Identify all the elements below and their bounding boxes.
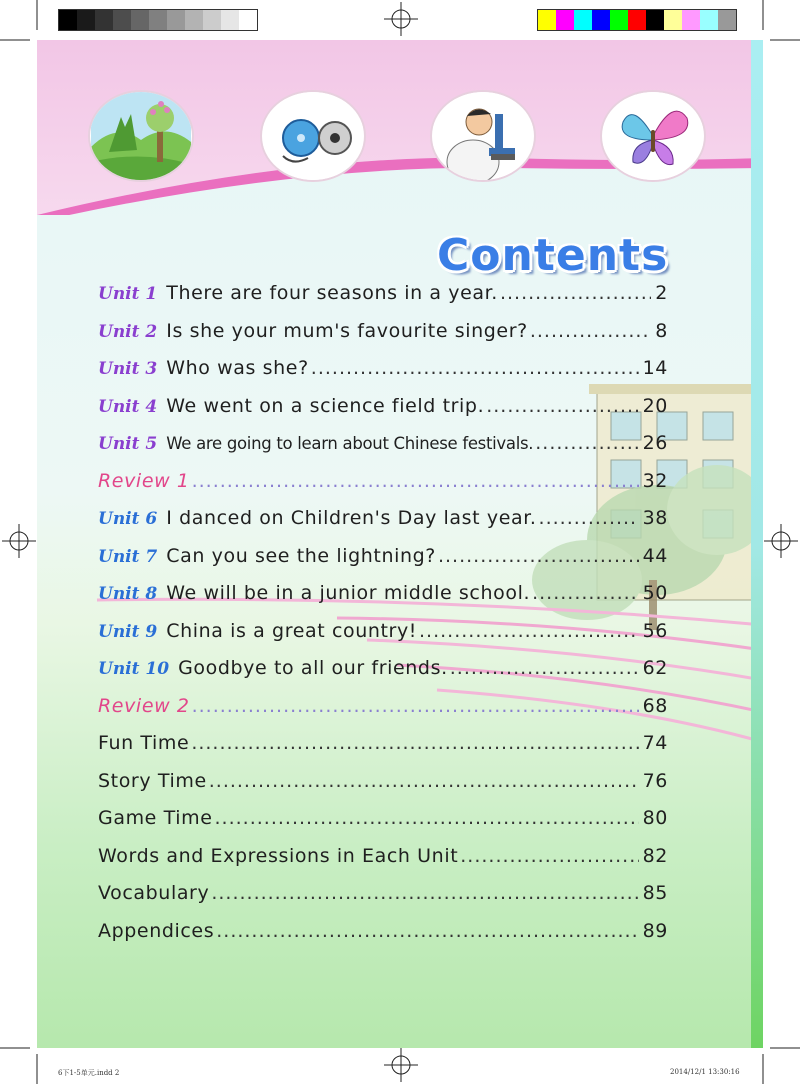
print-footer-timestamp: 2014/12/1 13:30:16 bbox=[670, 1068, 740, 1076]
page-number: 14 bbox=[642, 357, 668, 379]
calibration-swatch bbox=[574, 10, 592, 30]
crop-mark-icon bbox=[0, 0, 40, 42]
toc-entry-vocabulary[interactable] bbox=[98, 882, 668, 912]
entry-title: There are four seasons in a year. bbox=[166, 282, 498, 304]
calibration-swatch bbox=[185, 10, 203, 30]
entry-title: Who was she? bbox=[166, 357, 309, 379]
unit-label: Unit 6 bbox=[98, 509, 158, 529]
toc-entry-unit-10[interactable] bbox=[98, 657, 668, 687]
calibration-swatch bbox=[646, 10, 664, 30]
entry-title: Story Time bbox=[98, 769, 207, 792]
registration-mark-icon bbox=[764, 524, 798, 558]
page-number: 80 bbox=[642, 807, 668, 829]
entry-title: Goodbye to all our friends. bbox=[178, 657, 448, 679]
page-number: 62 bbox=[642, 657, 668, 679]
page-title: Contents bbox=[437, 230, 669, 281]
calibration-swatch bbox=[203, 10, 221, 30]
entry-title: Appendices bbox=[98, 919, 215, 942]
page-number: 32 bbox=[642, 469, 668, 492]
entry-title: Review 2 bbox=[98, 694, 190, 717]
calibration-swatch bbox=[77, 10, 95, 30]
page-number: 2 bbox=[655, 282, 668, 304]
entry-title: Review 1 bbox=[98, 469, 190, 492]
page-number: 82 bbox=[642, 844, 668, 867]
crop-mark-icon bbox=[760, 1044, 800, 1084]
toc-entry-unit-3[interactable] bbox=[98, 357, 668, 387]
crop-mark-icon bbox=[760, 0, 800, 42]
gray-calibration-bar bbox=[58, 9, 258, 31]
calibration-swatch bbox=[95, 10, 113, 30]
toc-entry-unit-6[interactable] bbox=[98, 507, 668, 537]
butterfly-illustration bbox=[600, 90, 706, 182]
calibration-swatch bbox=[538, 10, 556, 30]
page-number: 76 bbox=[642, 769, 668, 792]
entry-title: Vocabulary bbox=[98, 882, 210, 904]
calibration-swatch bbox=[167, 10, 185, 30]
calibration-swatch bbox=[149, 10, 167, 30]
entry-title: Words and Expressions in Each Unit bbox=[98, 844, 459, 867]
registration-mark-icon bbox=[384, 2, 418, 36]
entry-title: Fun Time bbox=[98, 732, 190, 754]
toc-entry-review-2[interactable] bbox=[98, 695, 668, 725]
page-number: 56 bbox=[642, 619, 668, 642]
calibration-swatch bbox=[592, 10, 610, 30]
page-number: 26 bbox=[642, 432, 668, 454]
registration-mark-icon bbox=[384, 1048, 418, 1082]
calibration-swatch bbox=[700, 10, 718, 30]
calibration-swatch bbox=[628, 10, 646, 30]
unit-label: Unit 2 bbox=[98, 321, 158, 342]
page-number: 20 bbox=[642, 394, 668, 417]
toc-entry-unit-9[interactable] bbox=[98, 620, 668, 650]
toc-entry-unit-5[interactable] bbox=[98, 432, 668, 462]
calibration-swatch bbox=[59, 10, 77, 30]
calibration-swatch bbox=[239, 10, 257, 30]
calibration-swatch bbox=[610, 10, 628, 30]
entry-title: We went on a science field trip. bbox=[166, 394, 485, 417]
entry-title: Can you see the lightning? bbox=[166, 544, 436, 567]
print-footer-file: 6下1-5单元.indd 2 bbox=[58, 1069, 120, 1077]
page-number: 74 bbox=[642, 732, 668, 754]
landscape-tree-illustration bbox=[88, 90, 194, 182]
right-edge-stripe bbox=[751, 40, 763, 1048]
unit-label: Unit 9 bbox=[98, 621, 158, 642]
page-number: 50 bbox=[642, 582, 668, 604]
page-number: 8 bbox=[655, 319, 668, 342]
unit-label: Unit 1 bbox=[98, 284, 158, 304]
toc-entry-unit-8[interactable] bbox=[98, 582, 668, 612]
toc-entry-game-time[interactable] bbox=[98, 807, 668, 837]
calibration-swatch bbox=[556, 10, 574, 30]
toc-entry-appendices[interactable] bbox=[98, 920, 668, 950]
unit-label: Unit 5 bbox=[98, 434, 158, 454]
cd-player-illustration bbox=[260, 90, 366, 182]
unit-label: Unit 3 bbox=[98, 359, 158, 379]
scientist-microscope-illustration bbox=[430, 90, 536, 182]
entry-title: China is a great country! bbox=[166, 619, 418, 642]
toc-entry-unit-2[interactable] bbox=[98, 320, 668, 350]
unit-label: Unit 7 bbox=[98, 546, 158, 567]
calibration-swatch bbox=[664, 10, 682, 30]
page-number: 68 bbox=[642, 694, 668, 717]
toc-entry-review-1[interactable] bbox=[98, 470, 668, 500]
crop-mark-icon bbox=[0, 1044, 40, 1084]
calibration-swatch bbox=[131, 10, 149, 30]
unit-label: Unit 8 bbox=[98, 584, 158, 604]
calibration-swatch bbox=[221, 10, 239, 30]
calibration-swatch bbox=[682, 10, 700, 30]
calibration-swatch bbox=[718, 10, 736, 30]
calibration-swatch bbox=[113, 10, 131, 30]
toc-entry-unit-1[interactable] bbox=[98, 282, 668, 312]
entry-title: We are going to learn about Chinese festivals. bbox=[166, 434, 534, 453]
unit-label: Unit 10 bbox=[98, 659, 170, 679]
page-number: 89 bbox=[642, 919, 668, 942]
entry-title: Game Time bbox=[98, 807, 213, 829]
page-number: 85 bbox=[642, 882, 668, 904]
page-number: 38 bbox=[642, 507, 668, 529]
toc-entry-fun-time[interactable] bbox=[98, 732, 668, 762]
toc-entry-unit-4[interactable] bbox=[98, 395, 668, 425]
registration-mark-icon bbox=[2, 524, 36, 558]
unit-label: Unit 4 bbox=[98, 396, 158, 417]
entry-title: We will be in a junior middle school. bbox=[166, 582, 531, 604]
toc-entry-story-time[interactable] bbox=[98, 770, 668, 800]
toc-entry-unit-7[interactable] bbox=[98, 545, 668, 575]
page-number: 44 bbox=[642, 544, 668, 567]
color-calibration-bar bbox=[537, 9, 737, 31]
toc-entry-words-expressions[interactable] bbox=[98, 845, 668, 875]
entry-title: Is she your mum's favourite singer? bbox=[166, 319, 528, 342]
entry-title: I danced on Children's Day last year. bbox=[166, 507, 537, 529]
